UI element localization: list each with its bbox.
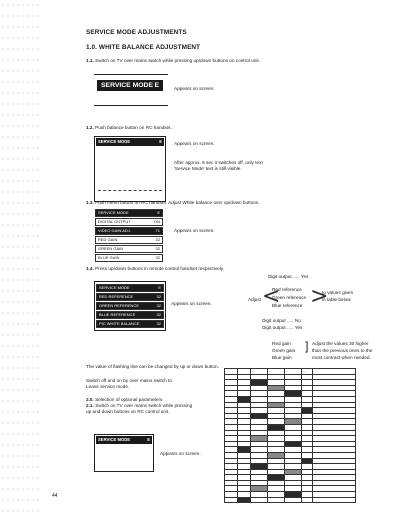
osd-service-mode-big [94,74,168,110]
blue-gain: Blue gain [272,355,292,360]
adjust-label: Adjust [248,297,262,302]
adjust-values-1: Adjust the values 30 higher [312,341,369,346]
step-2-caption: Appears on screen. [160,451,201,456]
osd-bottom-label: SERVICE MODE [98,437,131,442]
osd-service-mode-value: E [154,82,159,89]
step-1-4: 1.4. Press up/down buttons in remote control handset respectively. [86,266,225,271]
osd-bottom-value: E [147,437,150,442]
osd-small-value: E [159,139,162,144]
left-brace-icon: < [262,284,281,309]
table-cell [268,497,285,503]
to-values-given: to values given [322,290,354,295]
step-1-3: 1.3. Push menu button on RC handset. Adjust White balance over up/down buttons. [86,200,260,205]
subsection-title: 1.0. WHITE BALANCE ADJUSTMENT [86,44,201,51]
osd-menu-1-row: GREEN GAIN 32 [95,245,163,253]
osd-service-mode-bottom [94,434,154,472]
osd-service-mode-small [94,136,166,202]
page-number: 44 [52,493,58,499]
osd-menu-2 [94,281,166,331]
osd-menu-1-row: SERVICE MODE E [95,209,163,217]
digit-output-yes-top: Digit output ..... Yes [268,274,309,279]
in-table-below: in table below [322,297,351,302]
red-reference: Red reference [272,287,302,292]
table-cell [225,497,238,503]
table-header-cell: ... [268,369,285,375]
osd-menu-2-row: GREEN REFERENCE 32 [96,302,164,310]
reference-table [224,368,356,503]
osd-menu-1-row: RED GAIN 32 [95,236,163,244]
table-note-3: Leave service mode. [86,384,130,389]
osd-menu-1-row: VIDEO GAIN ADJ. 71 [95,227,163,235]
osd-menu-1-row: DIGITAL OUTPUT ON [95,218,163,226]
step-1-2-note-1: After approx. 6 sec it switches off, only text [174,160,263,165]
digit-output-yes: Digit output ..... Yes [262,325,303,330]
step-1-1-caption: Appears on screen. [174,86,215,91]
adjust-values-3: most contrast when needed [312,355,370,360]
reference-grid [224,368,356,503]
step-1-2-note-2: 'Service Mode' text is still visible. [174,166,242,171]
table-cell [285,497,302,503]
step-1-1: 1.1. Switch on TV over mains switch while pressing up/down buttons on control unit. [86,58,260,63]
green-gain: Green gain [272,348,296,353]
step-1-3-caption: Appears on screen. [174,228,215,233]
osd-small-label: SERVICE MODE [98,139,131,144]
osd-menu-2-row: RED REFERENCE 32 [96,293,164,301]
blue-reference: Blue reference [272,303,303,308]
osd-menu-2-row: SERVICE MODE E [96,284,164,292]
table-header-cell: ... [251,369,268,375]
right-brace-icon: > [310,284,329,309]
table-header-cell: ... [302,369,313,375]
red-gain: Red gain [272,341,291,346]
step-2-1-b: up and down buttons on RC control unit. [86,409,170,414]
table-note-2: Switch off and on by over mains switch to [86,378,172,383]
step-1-4-caption: Appears on screen. [171,301,212,306]
step-2-1: 2.1. Switch on TV over mains switch while pressing [86,403,193,408]
osd-menu-2-row: PIC WHITE BALANCE 32 [96,320,164,328]
table-note: The value of flashing line can be changed by up or down button. [86,364,219,369]
scan-binding-edge [0,0,40,518]
osd-service-mode-label: SERVICE MODE [101,82,153,89]
osd-menu-1 [94,209,164,260]
osd-menu-2-row: BLUE REFERENCE 32 [96,311,164,319]
step-2-0: 2.0. Selection of optional parameters [86,397,163,402]
osd-menu-1-row: BLUE GAIN 32 [95,254,163,262]
adjust-values-2: than the previous ones to the [312,348,373,353]
table-row [225,497,356,503]
section-title: SERVICE MODE ADJUSTMENTS [86,29,187,36]
table-cell [238,497,251,503]
table-header-cell: ... [285,369,302,375]
table-cell [251,497,268,503]
table-cell [313,497,356,503]
digit-output-no: Digit output ..... No [262,318,301,323]
green-reference: Green reference [272,295,307,300]
table-cell [302,497,313,503]
gain-brace-icon: ] [304,340,309,354]
step-1-2-caption: Appears on screen. [174,141,215,146]
step-1-2: 1.2. Push balance button on RC handset. [86,125,172,130]
